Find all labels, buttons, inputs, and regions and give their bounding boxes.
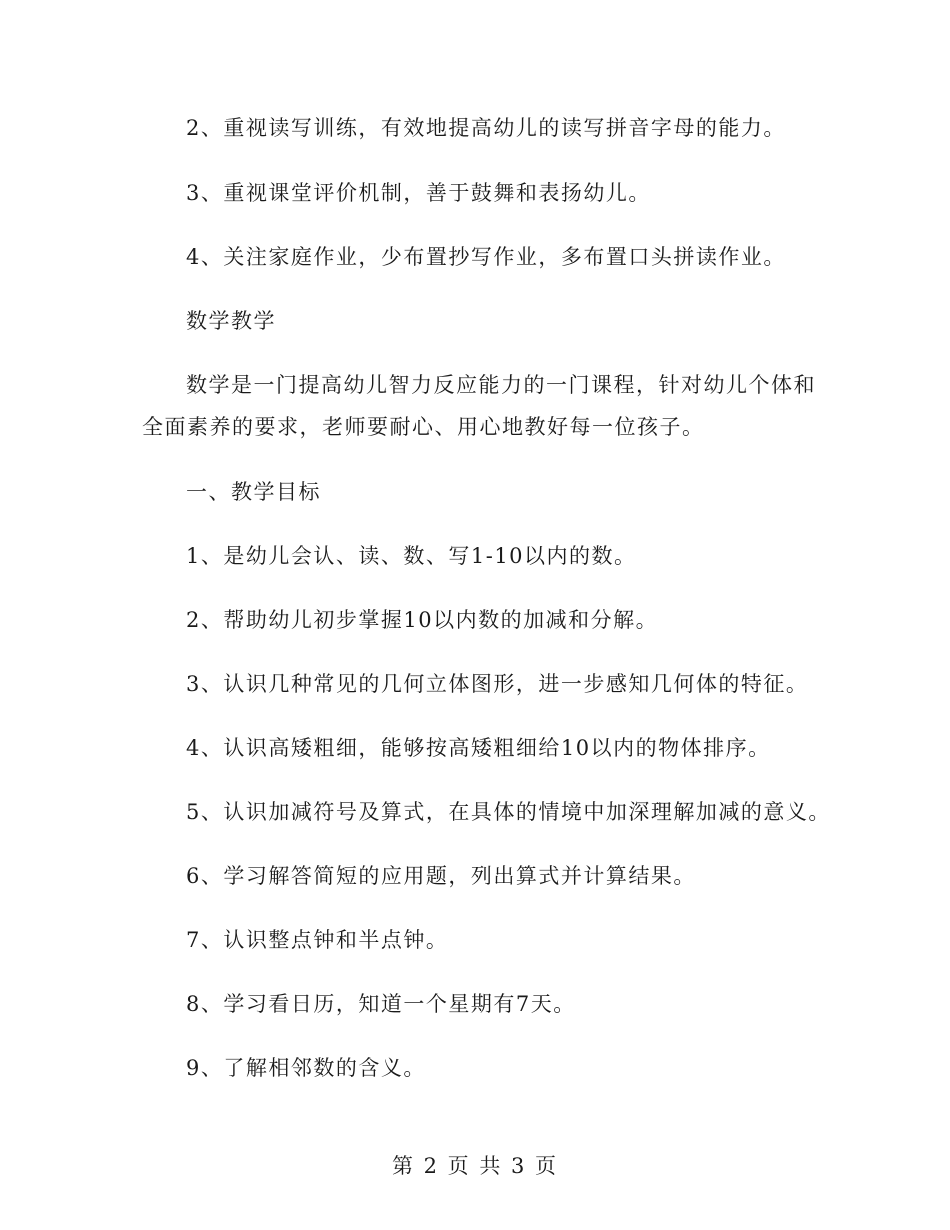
paragraph-line: 4、关注家庭作业，少布置抄写作业，多布置口头拼读作业。 (186, 245, 786, 269)
list-item: 5、认识加减符号及算式，在具体的情境中加深理解加减的意义。 (186, 800, 831, 824)
list-item: 8、学习看日历，知道一个星期有7天。 (186, 992, 576, 1016)
list-item: 6、学习解答简短的应用题，列出算式并计算结果。 (186, 864, 696, 888)
list-item: 9、了解相邻数的含义。 (186, 1056, 426, 1080)
list-item: 4、认识高矮粗细，能够按高矮粗细给10以内的物体排序。 (186, 736, 771, 760)
list-item: 7、认识整点钟和半点钟。 (186, 928, 449, 952)
paragraph-line: 3、重视课堂评价机制，善于鼓舞和表扬幼儿。 (186, 181, 651, 205)
paragraph-line: 数学是一门提高幼儿智力反应能力的一门课程，针对幼儿个体和 (186, 373, 816, 397)
list-item: 1、是幼儿会认、读、数、写1-10以内的数。 (186, 544, 637, 568)
page-number-footer: 第 2 页 共 3 页 (391, 1154, 559, 1178)
paragraph-line: 2、重视读写训练，有效地提高幼儿的读写拼音字母的能力。 (186, 116, 786, 140)
subsection-heading: 一、教学目标 (186, 480, 321, 504)
paragraph-line: 全面素养的要求，老师要耐心、用心地教好每一位孩子。 (142, 415, 705, 439)
list-item: 2、帮助幼儿初步掌握10以内数的加减和分解。 (186, 608, 659, 632)
list-item: 3、认识几种常见的几何立体图形，进一步感知几何体的特征。 (186, 672, 809, 696)
section-heading: 数学教学 (186, 309, 276, 333)
